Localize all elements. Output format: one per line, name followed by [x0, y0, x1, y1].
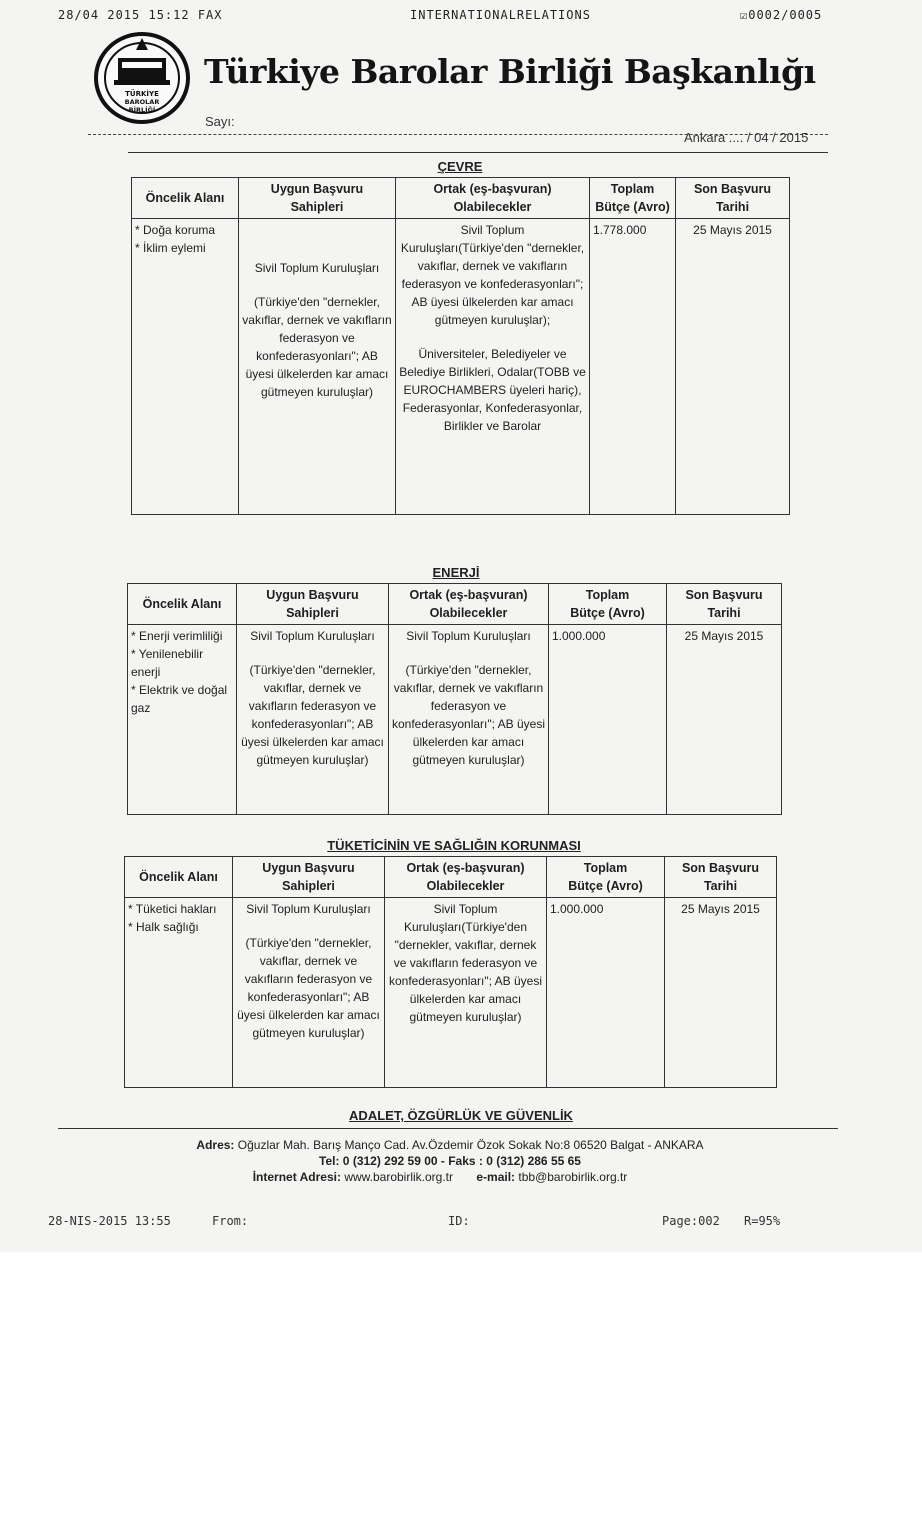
- table-row: [128, 625, 782, 815]
- section-title-enerji: ENERJİ: [432, 565, 480, 580]
- table-row: [125, 898, 777, 1088]
- svg-text:BİRLİĞİ: BİRLİĞİ: [128, 106, 156, 114]
- ortak-cell: Sivil Toplum Kuruluşları (Türkiye'den "dernekler, vakıflar, dernek ve vakıfların federasyon ve konfederasyonları"; AB üyesi ülkelerden kar amacı gütmeyen kuruluşlar): [389, 625, 549, 815]
- col-tarih: Son Başvuru Tarihi: [667, 584, 782, 625]
- col-tarih: Son Başvuru Tarihi: [676, 178, 790, 219]
- section-title-tuketici: TÜKETİCİNİN VE SAĞLIĞIN KORUNMASI: [327, 838, 581, 853]
- col-butce: Toplam Bütçe (Avro): [549, 584, 667, 625]
- tarih-cell: 25 Mayıs 2015: [667, 625, 782, 815]
- fax-page-counter: ☑0002/0005: [740, 8, 823, 22]
- email-link[interactable]: tbb@barobirlik.org.tr: [518, 1170, 628, 1184]
- oncelik-cell: * Tüketici hakları * Halk sağlığı: [125, 898, 233, 1088]
- footer-motto: ADALET, ÖZGÜRLÜK VE GÜVENLİK: [349, 1108, 573, 1123]
- fax-page-icon: ☑: [740, 8, 749, 22]
- place-date: Ankara .... / 04 / 2015: [684, 130, 809, 145]
- footer-address: Adres: Oğuzlar Mah. Barış Manço Cad. Av.Özdemir Özok Sokak No:8 06520 Balgat - ANKARA: [196, 1138, 704, 1152]
- enerji-table: [127, 583, 782, 815]
- bar-association-seal: [92, 30, 192, 126]
- col-uygun: Uygun Başvuru Sahipleri: [237, 584, 389, 625]
- col-oncelik: Öncelik Alanı: [132, 178, 239, 219]
- organization-title: Türkiye Barolar Birliği Başkanlığı: [204, 52, 816, 91]
- col-uygun: Uygun Başvuru Sahipleri: [239, 178, 396, 219]
- letterhead-rule: [128, 152, 828, 153]
- oncelik-cell: * Enerji verimliliği * Yenilenebilir enerji * Elektrik ve doğal gaz: [128, 625, 237, 815]
- ortak-cell: Sivil Toplum Kuruluşları(Türkiye'den "dernekler, vakıflar, dernek ve vakıfların federasyon ve konfederasyonları"; AB üyesi ülkelerden kar amacı gütmeyen kuruluşlar): [385, 898, 547, 1088]
- tarih-cell: 25 Mayıs 2015: [665, 898, 777, 1088]
- reference-number-label: Sayı:: [205, 114, 235, 129]
- oncelik-cell: * Doğa koruma * İklim eylemi: [132, 219, 239, 515]
- letterhead-divider: [88, 134, 828, 135]
- table-header-row: [128, 584, 782, 625]
- uygun-cell: Sivil Toplum Kuruluşları (Türkiye'den "dernekler, vakıflar, dernek ve vakıfların federasyon ve konfederasyonları"; AB üyesi ülkelerden kar amacı gütmeyen kuruluşlar): [239, 219, 396, 515]
- col-ortak: Ortak (eş-başvuran) Olabilecekler: [385, 857, 547, 898]
- fax-page-number: Page:002: [662, 1214, 720, 1228]
- svg-text:TÜRKİYE: TÜRKİYE: [125, 90, 159, 98]
- uygun-cell: Sivil Toplum Kuruluşları (Türkiye'den "dernekler, vakıflar, dernek ve vakıfların federasyon ve konfederasyonları"; AB üyesi ülkelerden kar amacı gütmeyen kuruluşlar): [237, 625, 389, 815]
- col-oncelik: Öncelik Alanı: [128, 584, 237, 625]
- section-title-cevre: ÇEVRE: [437, 159, 483, 174]
- website-link[interactable]: www.barobirlik.org.tr: [344, 1170, 454, 1184]
- uygun-cell: Sivil Toplum Kuruluşları (Türkiye'den "dernekler, vakıflar, dernek ve vakıfların federasyon ve konfederasyonları"; AB üyesi ülkelerden kar amacı gütmeyen kuruluşlar): [233, 898, 385, 1088]
- fax-id-label: ID:: [448, 1214, 470, 1228]
- butce-cell: 1.778.000: [590, 219, 676, 515]
- footer-phone: Tel: 0 (312) 292 59 00 - Faks : 0 (312) 286 55 65: [319, 1154, 581, 1168]
- fax-datetime: 28/04 2015 15:12 FAX: [58, 8, 223, 22]
- col-oncelik: Öncelik Alanı: [125, 857, 233, 898]
- col-tarih: Son Başvuru Tarihi: [665, 857, 777, 898]
- butce-cell: 1.000.000: [549, 625, 667, 815]
- table-row: [132, 219, 790, 515]
- cevre-table: [131, 177, 790, 515]
- col-uygun: Uygun Başvuru Sahipleri: [233, 857, 385, 898]
- fax-ratio: R=95%: [744, 1214, 781, 1228]
- fax-from-label: From:: [212, 1214, 249, 1228]
- fax-department: INTERNATIONALRELATIONS: [410, 8, 591, 22]
- tuketici-table: [124, 856, 777, 1088]
- col-butce: Toplam Bütçe (Avro): [547, 857, 665, 898]
- footer-contact: İnternet Adresi: www.barobirlik.org.tr e-mail: tbb@barobirlik.org.tr: [252, 1170, 628, 1184]
- table-header-row: [132, 178, 790, 219]
- tarih-cell: 25 Mayıs 2015: [676, 219, 790, 515]
- col-ortak: Ortak (eş-başvuran) Olabilecekler: [396, 178, 590, 219]
- col-ortak: Ortak (eş-başvuran) Olabilecekler: [389, 584, 549, 625]
- butce-cell: 1.000.000: [547, 898, 665, 1088]
- ortak-cell: Sivil Toplum Kuruluşları(Türkiye'den "dernekler, vakıflar, dernek ve vakıfların federasyon ve konfederasyonları"; AB üyesi ülkelerden kar amacı gütmeyen kuruluşlar); Üniversiteler, Belediyeler ve Belediye Birlikleri, Odalar(TOBB ve EUROCHAMBERS üyeleri hariç), Federasyonlar, Konfederasyonlar, Birlikler ve Barolar: [396, 219, 590, 515]
- table-header-row: [125, 857, 777, 898]
- fax-received-time: 28-NIS-2015 13:55: [48, 1214, 171, 1228]
- footer-rule: [58, 1128, 838, 1129]
- svg-text:BAROLAR: BAROLAR: [124, 98, 160, 106]
- col-butce: Toplam Bütçe (Avro): [590, 178, 676, 219]
